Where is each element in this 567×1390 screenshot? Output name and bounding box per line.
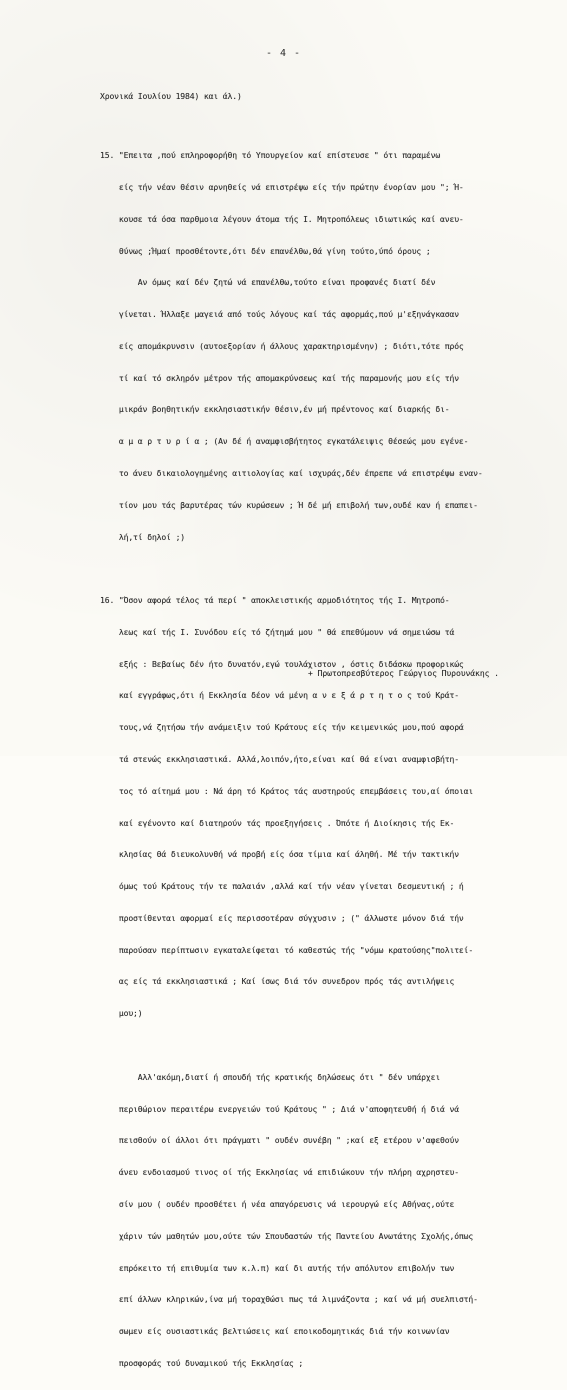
text-line: τί καί τό σκληρόν μέτρον τής απομακρύνσεως καί τής παραμονής μου είς τήν <box>100 372 459 383</box>
page-number: - 4 - <box>265 48 302 59</box>
signature-line: + Πρωτοπρεσβύτερος Γεώργιος Πυρουνάκης . <box>308 668 499 678</box>
text-line <box>100 1040 532 1051</box>
text-line: ας είς τά εκκλησιαστικά ; Καί ίσως διά τόν συνεδρον πρός τάς αντιλήψεις <box>100 976 455 987</box>
text-line: χάριν τών μαθητών μου,ούτε τών Σπουδαστών τής Παντείου Ανωτάτης Σχολής,όπως <box>100 1230 474 1241</box>
text-line: εξής : Βεβαίως δέν ήτο δυνατόν,εγώ τουλάχιστον , όστις διδάσκω προφορικώς <box>100 658 464 669</box>
text-line: καί εγένοντο καί διατηρούν τάς προεξηγήσεις . Όπότε ή Διοίκησις τής Εκ- <box>100 817 455 828</box>
text-line: Αλλ'ακόμη,διατί ή σπουδή τής κρατικής δηλώσεως ότι " δέν υπάρχει <box>100 1071 441 1082</box>
text-line: το άνευ δικαιολογημένης αιτιολογίας καί ισχυράς,δέν έπρεπε νά επιστρέψω εναν- <box>100 467 483 478</box>
text-line: προσφοράς τού δυναμικού τής Εκκλησίας ; <box>100 1357 304 1368</box>
text-line: α μ α ρ τ υ ρ ί α ; (Αν δέ ή αναμφισβήτητος εγκατάλειψις θέσεώς μου εγένε- <box>100 436 469 447</box>
text-line: τίον μου τάς βαρυτέρας τών κυρώσεων ; Ή δέ μή επιβολή των,ουδέ καν ή επαπει- <box>100 499 478 510</box>
text-line: τά στενώς εκκλησιαστικά. Αλλά,λοιπόν,ήτο,είναι καί θά είναι αναμφισβήτη- <box>100 754 459 764</box>
text-line: τος τό αίτημά μου : Νά άρη τό Κράτος τάς αυστηρούς επεμβάσεις του,αί όποιαι <box>100 785 474 796</box>
text-line: περιθώριον περαιτέρω ενεργειών τού Κράτους " ; Διά ν'αποφητευθή ή διά νά <box>100 1103 459 1114</box>
text-line: 15. "Επειτα ,πού επληροφορήθη τό Υπουργείον καί επίστευσε " ότι παραμένω <box>100 150 441 161</box>
text-line: λεως καί τής Ι. Συνόδου είς τό ζήτημά μου " θά επεθύμουν νά σημειώσω τά <box>100 626 455 637</box>
text-line: σίν μου ( ουδέν προσθέτει ή νέα απαγόρευσις νά ιερουργώ είς Αθήνας,ούτε <box>100 1198 455 1209</box>
text-line: Αν όμως καί δέν ζητώ νά επανέλθω,τούτο είναι προφανές διατί δέν <box>100 277 436 288</box>
text-line: κουσε τά όσα παρθμοια λέγουν άτομα τής Ι. Μητροπόλεως ιδιωτικώς καί ανευ- <box>100 213 464 224</box>
text-line: μου;) <box>100 1008 143 1019</box>
text-line: θύνως ;Ήμαί προσθέτοντε,ότι δέν επανέλθω,θά γίνη τούτο,ύπό όρους ; <box>100 245 431 256</box>
text-line: σωμεν είς ουσιαστικάς βελτιώσεις καί εποικοδομητικάς διά τήν κοινωνίαν <box>100 1326 450 1337</box>
text-line: μικράν βοηθητικήν εκκλησιαστικήν θέσιν,έν μή πρέντονος καί διαρκής δι- <box>100 404 450 415</box>
text-line: λή,τί δηλοί ;) <box>100 531 186 542</box>
document-body <box>100 70 532 1390</box>
text-line: άνευ ενδοιασμού τινος οί τής Εκκλησίας νά επιδιώκουν τήν πλήρη αχρηστευ- <box>100 1167 459 1178</box>
text-line: κλησίας θά διευκολυνθή νά προβή είς όσα τίμια καί άληθή. Μέ τήν τακτικήν <box>100 849 459 860</box>
text-line: είς τήν νέαν θέσιν αρνηθείς νά επιστρέψω είς τήν πρώτην ένορίαν μου "; Ή- <box>100 181 464 192</box>
text-line: καί εγγράφως,ότι ή Εκκλησία δέον νά μένη α ν ε ξ ά ρ τ η τ ο ς τού Κράτ- <box>100 690 459 701</box>
header-line: Χρονικά Ιουλίου 1984) και άλ.) <box>100 91 242 102</box>
text-line: 16. "Όσον αφορά τέλος τά περί " αποκλειστικής αρμοδιότητος τής Ι. Μητροπό- <box>100 595 450 606</box>
text-line: γίνεται. Ήλλαξε μαγειά από τούς λόγους καί τάς αφορμάς,πού μ'εξηνάγκασαν <box>100 309 459 320</box>
text-line: τους,νά ζητήσω τήν ανάμειξιν τού Κράτους είς τήν κειμενικώς μου,πού αφορά <box>100 722 464 733</box>
text-line: πεισθούν οί άλλοι ότι πράγματι " ουδέν συνέβη " ;καί εξ ετέρου ν'αφεθούν <box>100 1135 459 1146</box>
text-line: όμως τού Κράτους τήν τε παλαιάν ,αλλά καί τήν νέαν γίνεται δεσμευτική ; ή <box>100 881 464 892</box>
text-line: είς απομάκρυνσιν (αυτοεξορίαν ή άλλους χαρακτηρισμένην) ; διότι,τότε πρός <box>100 340 464 351</box>
text-line: επρόκειτο τή επιθυμία των κ.λ.π) καί δι αυτής τήν απόλυτον επιβολήν των <box>100 1262 455 1273</box>
text-line: προστίθενται αφορμαί είς περισσοτέραν σύγχυσιν ; (" άλλωστε μόνον διά τήν <box>100 912 464 923</box>
text-line: επί άλλων κληρικών,ίνα μή τοραχθώσι πως τά λιμνάζοντα ; καί νά μή συελπιστή- <box>100 1294 478 1305</box>
text-line: παρούσαν περίπτωσιν εγκαταλείφεται τό καθεστώς τής "νόμω κρατούσης"πολιτεί- <box>100 944 474 955</box>
text-line <box>100 563 532 574</box>
